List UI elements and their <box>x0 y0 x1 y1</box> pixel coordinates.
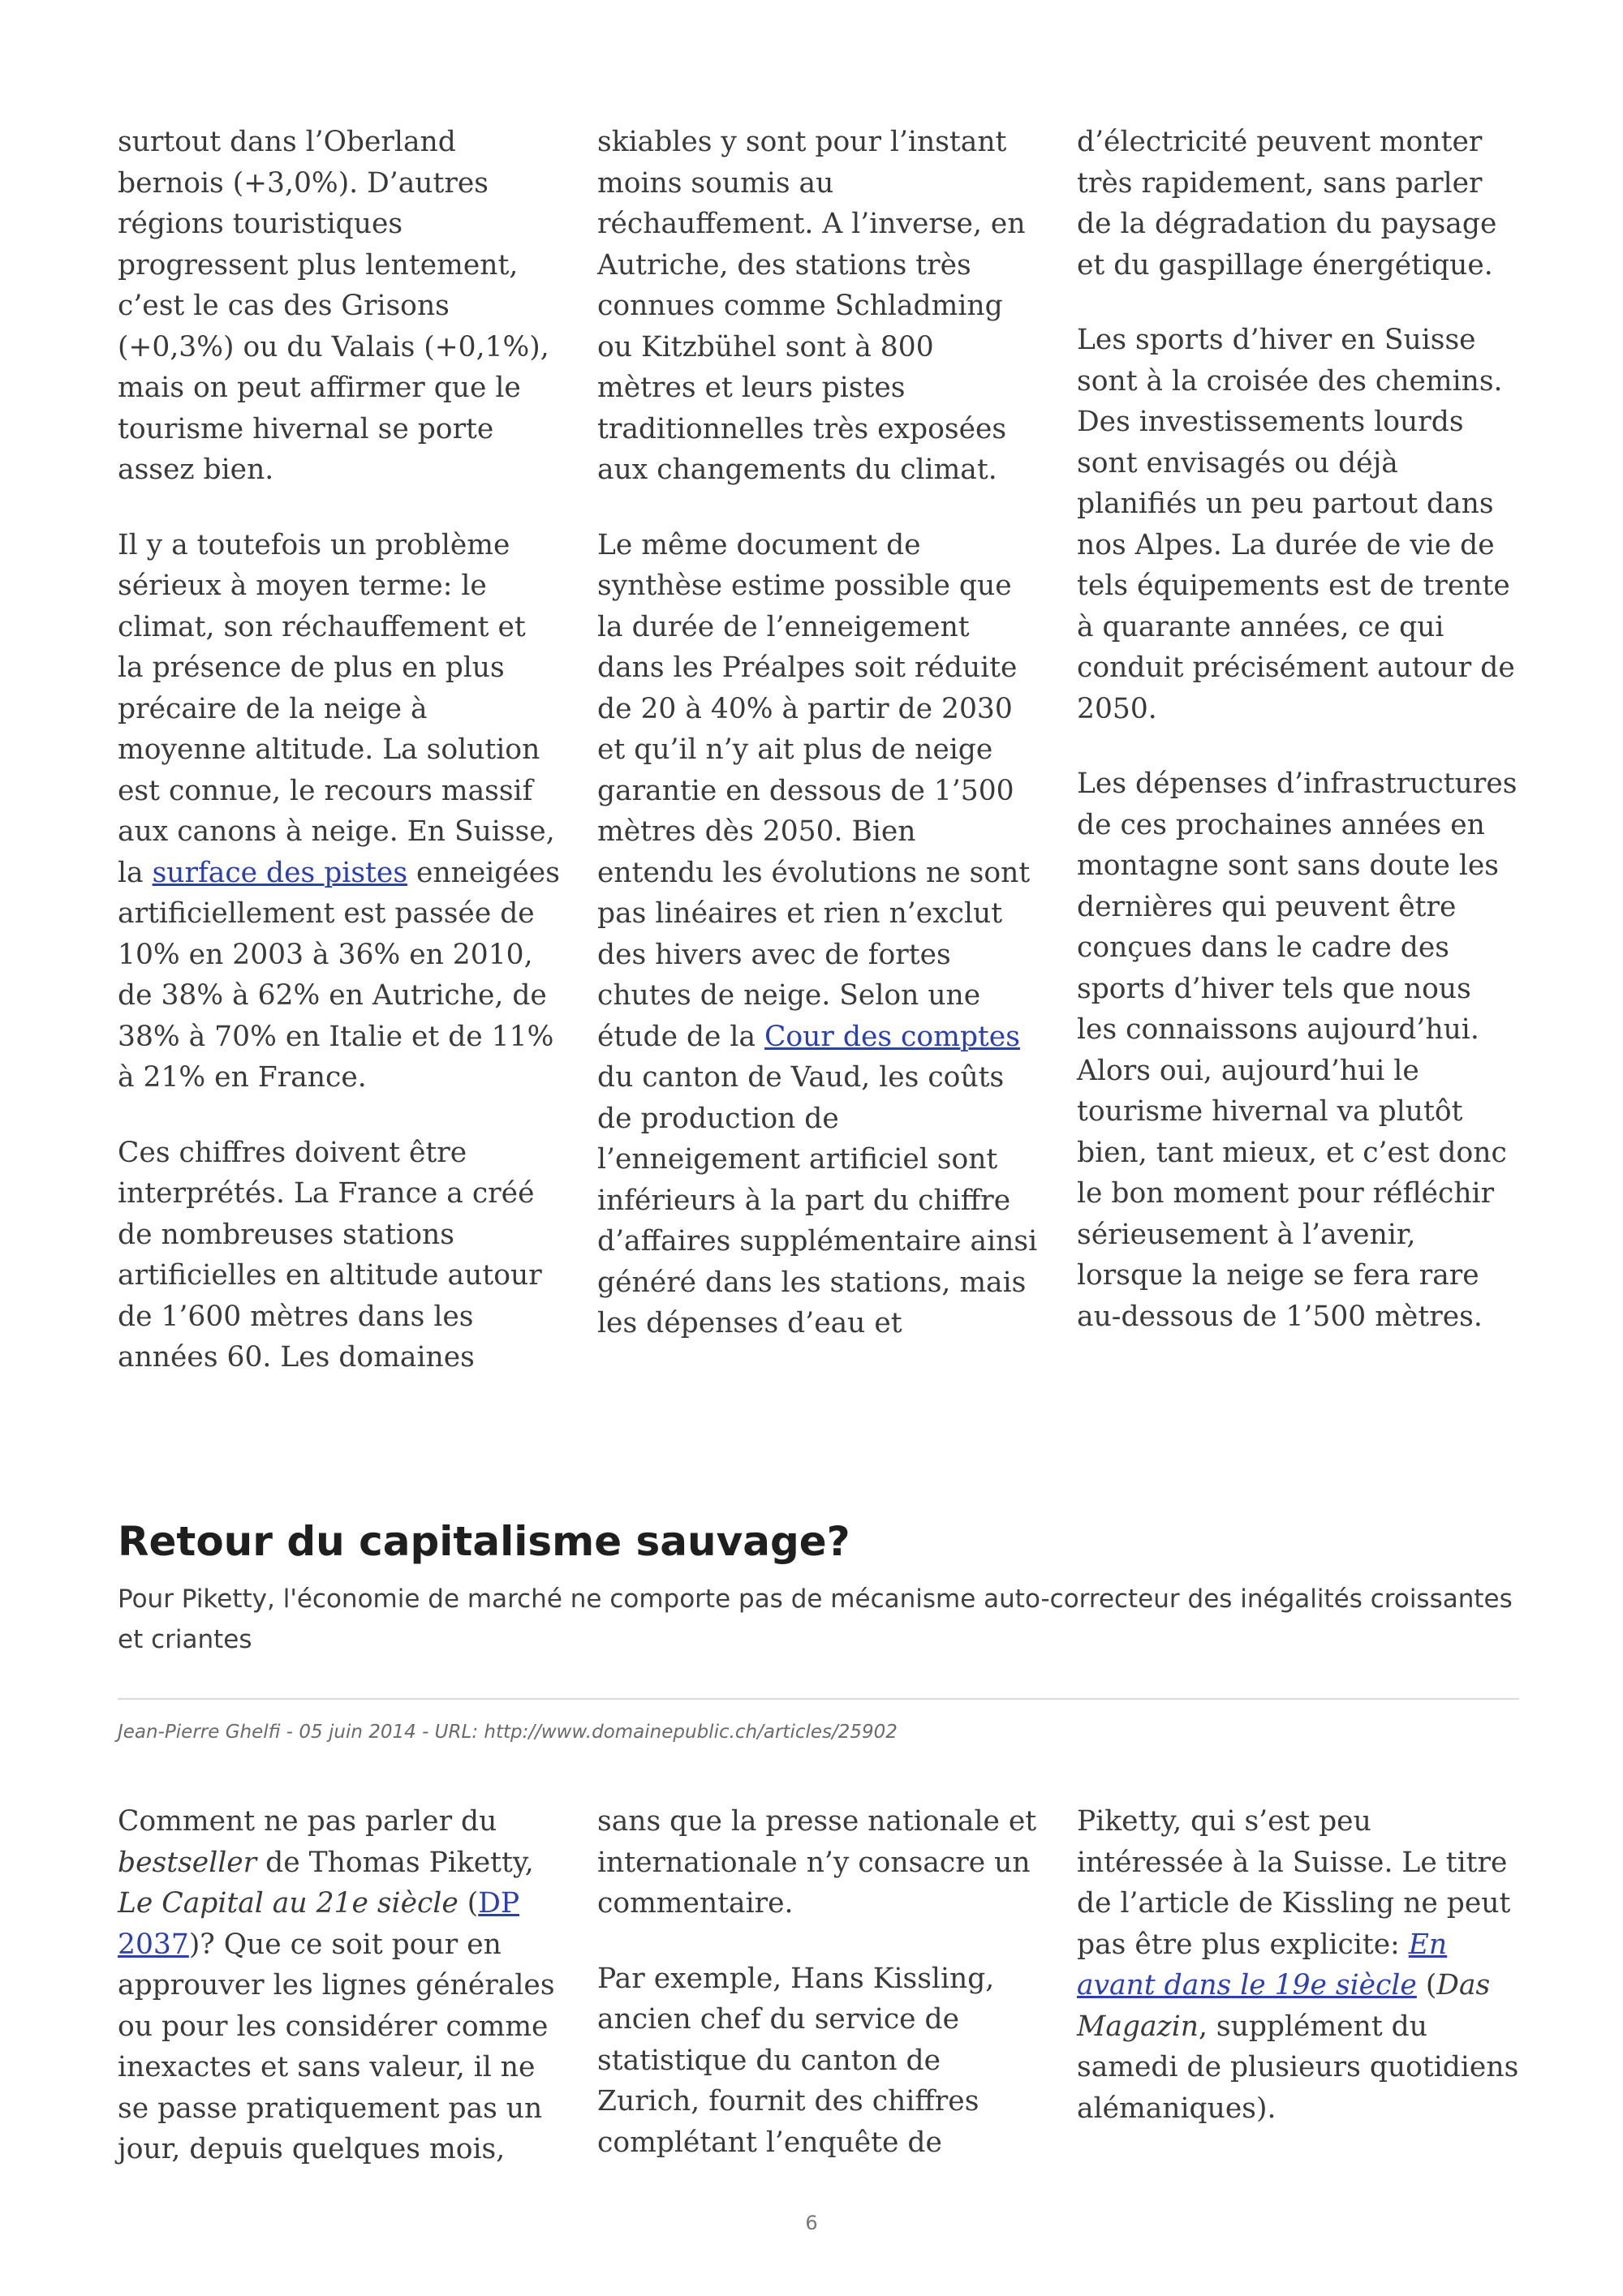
column-1 <box>118 1801 560 2182</box>
paragraph <box>1077 1801 1519 2129</box>
article-title: Retour du capitalisme sauvage? <box>118 1518 850 1565</box>
paragraph: Les dépenses d’infrastructures de ces prochaines années en montagne sont sans doute les dernières qui peuvent être conçues dans le cadre des sports d’hiver tels que nous les connaissons aujourd’hui. Alors oui, aujourd’hui le tourisme hivernal va plutôt bien, tant mieux, et c’est donc le bon moment pour réfléchir sérieusement à l’avenir, lorsque la neige se fera rare au-dessous de 1’500 mètres. <box>1077 767 1518 1333</box>
paragraph: surtout dans l’Oberland bernois (+3,0%). D’autres régions touristiques progressent plus lentement, c’est le cas des Grisons (+0,3%) ou du Valais (+0,1%), mais on peut affirmer que le tourisme hivernal se porte assez bien. <box>118 126 549 486</box>
text-run: Il y a toutefois un problème sérieux à moyen terme: le climat, son réchauffement et la présence de plus en plus précaire de la neige à moyenne altitude. La solution est connue, le recours massif aux canons à neige. En Suisse, la <box>118 528 555 889</box>
dp-2037-link[interactable]: DP 2037 <box>118 1887 520 1961</box>
column-3 <box>1077 1801 1519 2182</box>
paragraph: Les sports d’hiver en Suisse sont à la croisée des chemins. Des investissements lourds sont envisagés ou déjà planifiés un peu partout dans nos Alpes. La durée de vie de tels équipements est de trente à quarante années, ce qui conduit précisément autour de 2050. <box>1077 324 1515 725</box>
magazine-title: Das Magazin <box>1077 1969 1491 2043</box>
book-title: Le Capital au 21e siècle <box>118 1887 458 1920</box>
text-run: )? Que ce soit pour en approuver les lignes générales ou pour les considérer comme inexactes et sans valeur, il ne se passe pratiquement pas un jour, depuis quelques mois, <box>118 1928 555 2165</box>
link-title: En avant dans le 19e siècle <box>1077 1928 1448 2001</box>
column-2 <box>597 122 1040 1339</box>
paragraph: sans que la presse nationale et internationale n’y consacre un commentaire. <box>597 1805 1037 1920</box>
paragraph <box>597 525 1040 1344</box>
text-run: de Thomas Piketty, <box>256 1846 534 1879</box>
article-lead: Pour Piketty, l'économie de marché ne comporte pas de mécanisme auto-correcteur des inégalités croissantes et criantes <box>118 1584 1513 1654</box>
article-continuation-columns <box>118 122 1519 1374</box>
paragraph <box>118 525 560 1099</box>
text-run: du canton de Vaud, les coûts de production de l’enneigement artificiel sont inférieurs à la part du chiffre d’affaires supplémentaire ainsi généré dans les stations, mais les dépenses d’eau et <box>597 1061 1038 1339</box>
column-2 <box>597 1801 1040 2182</box>
column-1 <box>118 122 560 1374</box>
cour-des-comptes-link[interactable]: Cour des comptes <box>764 1020 1020 1053</box>
divider <box>118 1698 1519 1700</box>
column-3 <box>1077 122 1519 1333</box>
text-run: Le même document de synthèse estime possible que la durée de l’enneigement dans les Préalpes soit réduite de 20 à 40% à partir de 2030 et qu’il n’y ait plus de neige garantie en dessous de 1’500 mètres dès 2050. Bien entendu les évolutions ne sont pas linéaires et rien n’exclut des hivers avec de fortes chutes de neige. Selon une étude de la <box>597 528 1031 1053</box>
article-columns <box>118 1801 1519 2182</box>
text-run: , supplément du samedi de plusieurs quotidiens alémaniques). <box>1077 2010 1519 2125</box>
paragraph: Ces chiffres doivent être interprétés. La France a créé de nombreuses stations artificielles en altitude autour de 1’600 mètres dans les années 60. Les domaines <box>118 1136 542 1374</box>
paragraph: skiables y sont pour l’instant moins soumis au réchauffement. A l’inverse, en Autriche, des stations très connues comme Schladming ou Kitzbühel sont à 800 mètres et leurs pistes traditionnelles très exposées aux changements du climat. <box>597 126 1026 486</box>
text-run: ( <box>1416 1969 1437 2001</box>
page-number: 6 <box>805 2212 818 2234</box>
bestseller-emphasis: bestseller <box>118 1846 257 1879</box>
text-run: Piketty, qui s’est peu intéressée à la Suisse. Le titre de l’article de Kissling ne peut pas être plus explicite: <box>1077 1805 1511 1961</box>
paragraph: Par exemple, Hans Kissling, ancien chef du service de statistique du canton de Zurich, fournit des chiffres complétant l’enquête de <box>597 1962 995 2159</box>
paragraph: d’électricité peuvent monter très rapidement, sans parler de la dégradation du paysage et du gaspillage énergétique. <box>1077 126 1497 282</box>
text-run: ( <box>458 1887 479 1920</box>
surface-des-pistes-link[interactable]: surface des pistes <box>152 856 408 889</box>
text-run: Comment ne pas parler du <box>118 1805 497 1838</box>
paragraph <box>118 1801 560 2170</box>
article-meta: Jean-Pierre Ghelfi - 05 juin 2014 - URL: http://www.domainepublic.ch/articles/25902 <box>118 1722 898 1743</box>
text-run: enneigées artificiellement est passée de 10% en 2003 à 36% en 2010, de 38% à 62% en Autriche, de 38% à 70% en Italie et de 11% à 21% en France. <box>118 856 560 1094</box>
